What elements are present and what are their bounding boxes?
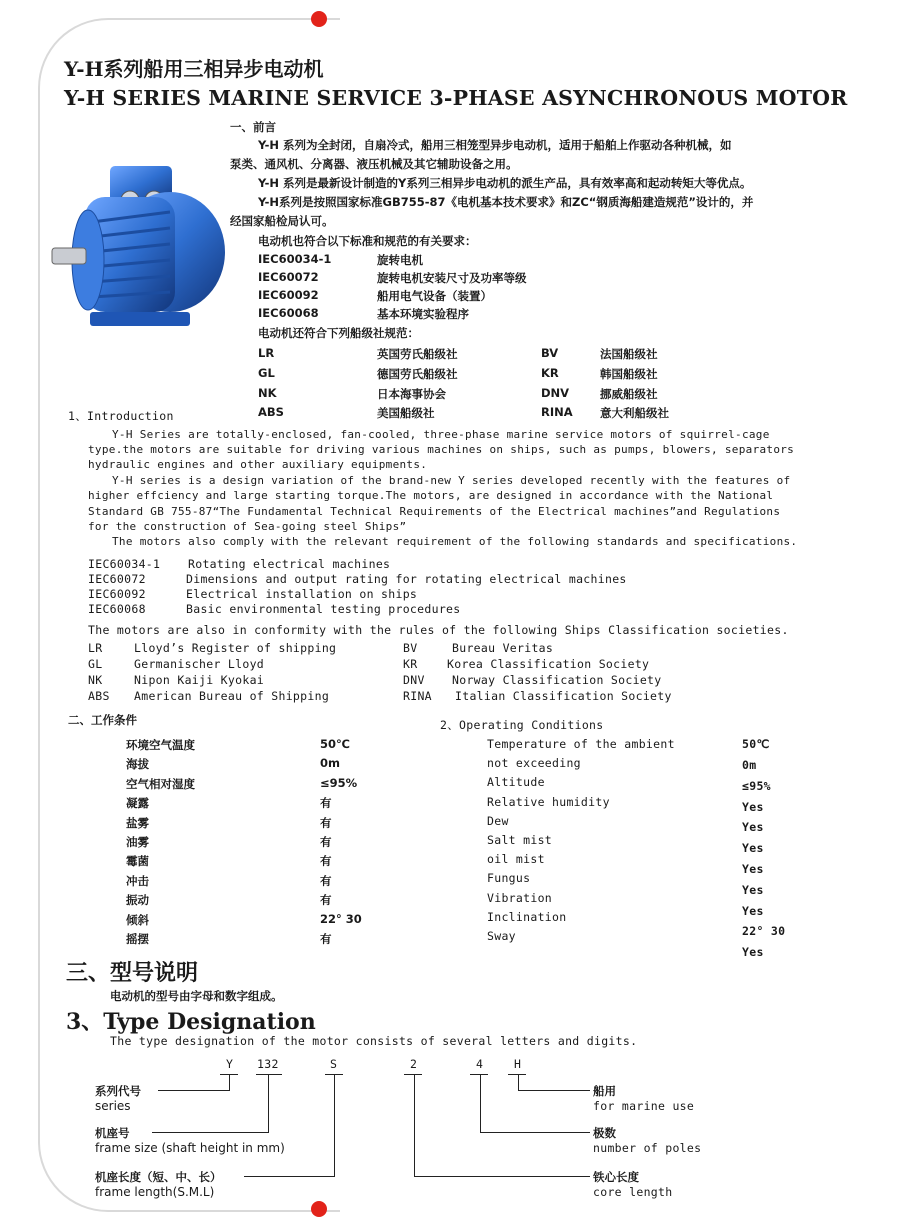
red-dot-top — [311, 11, 327, 27]
preface-cn-line: Y-H 系列为全封闭，自扇冷式，船用三相笼型异步电动机，适用于船舶上作驱动各种机械，如 — [258, 138, 732, 152]
society-code: KR — [541, 366, 559, 380]
condition-cn-label: 空气相对湿度 — [126, 776, 195, 791]
society-en-name: Korea Classification Society — [447, 657, 650, 671]
code-underline — [508, 1074, 526, 1075]
motor-image — [50, 152, 230, 332]
connector-series — [229, 1074, 230, 1090]
society-code: RINA — [541, 405, 573, 419]
society-code: DNV — [541, 386, 570, 400]
society-en-name: Germanischer Lloyd — [134, 657, 265, 671]
standard-en-desc: Rotating electrical machines — [188, 557, 391, 571]
society-name: 德国劳氏船级社 — [377, 367, 458, 381]
connector-core — [414, 1074, 415, 1176]
standard-en-code: IEC60034-1 — [88, 557, 161, 571]
society-code: BV — [541, 346, 559, 360]
intro-en-line: type.the motors are suitable for driving various machines on ships, such as pumps, blowers, separators — [88, 443, 795, 456]
society-name: 日本海事协会 — [377, 387, 446, 401]
designation-cn-heading: 三、型号说明 — [66, 960, 199, 986]
code-core-length: 2 — [410, 1057, 418, 1071]
society-name: 挪威船级社 — [600, 387, 658, 401]
label-poles-cn: 极数 — [593, 1126, 616, 1140]
society-code: NK — [258, 386, 277, 400]
society-en-name: American Bureau of Shipping — [134, 689, 330, 703]
condition-cn-label: 振动 — [126, 893, 149, 908]
society-en-name: Italian Classification Society — [455, 689, 672, 703]
society-en-code: GL — [88, 657, 103, 671]
condition-en-value: 0m — [742, 758, 757, 772]
standards-cn-intro: 电动机也符合以下标准和规范的有关要求： — [258, 234, 477, 248]
standard-desc: 旋转电机安装尺寸及功率等级 — [377, 271, 527, 285]
condition-cn-value: 有 — [320, 815, 332, 830]
society-name: 意大利船级社 — [600, 406, 669, 420]
society-code: GL — [258, 366, 275, 380]
condition-cn-label: 霉菌 — [126, 854, 149, 869]
intro-en-line: higher effciency and large starting torque.The motors, are designed in accordance with the National — [88, 489, 774, 502]
condition-cn-label: 凝露 — [126, 796, 149, 811]
code-frame-size: 132 — [257, 1057, 279, 1071]
condition-en-label: Inclination — [487, 909, 567, 924]
title-cn: Y-H系列船用三相异步电动机 — [64, 57, 324, 81]
condition-en-value: Yes — [742, 820, 764, 835]
intro-en-line: hydraulic engines and other auxiliary equipments. — [88, 458, 428, 471]
condition-cn-value: 有 — [320, 796, 332, 811]
society-en-code: ABS — [88, 689, 110, 703]
condition-en-label: oil mist — [487, 852, 545, 867]
title-en: Y-H SERIES MARINE SERVICE 3-PHASE ASYNCHRONOUS MOTOR — [64, 86, 848, 110]
standard-code: IEC60072 — [258, 270, 319, 284]
designation-en-heading: 3、Type Designation — [66, 1009, 316, 1035]
condition-cn-value: 50℃ — [320, 737, 350, 751]
standard-desc: 旋转电机 — [377, 253, 423, 267]
standard-code: IEC60034-1 — [258, 252, 332, 266]
intro-en-line: Standard GB 755-87“The Fundamental Technical Requirements of the Electrical machines”and Regulations — [88, 505, 781, 518]
connector-frame-length — [244, 1176, 335, 1177]
condition-en-label: Sway — [487, 929, 516, 943]
standard-code: IEC60092 — [258, 288, 319, 302]
connector-poles — [480, 1132, 590, 1133]
society-en-name: Bureau Veritas — [452, 641, 554, 655]
connector-frame-length — [334, 1074, 335, 1176]
condition-cn-value: 有 — [320, 854, 332, 869]
society-name: 韩国船级社 — [600, 367, 658, 381]
society-en-code: RINA — [403, 689, 432, 703]
preface-cn-line: 经国家船检局认可。 — [230, 214, 334, 228]
condition-cn-value: ≤95% — [320, 775, 358, 790]
standard-en-code: IEC60092 — [88, 587, 146, 601]
condition-en-value: Yes — [742, 799, 764, 814]
preface-cn-line: Y-H 系列是最新设计制造的Y系列三相异步电动机的派生产品，具有效率高和起动转矩大等优点。 — [258, 176, 752, 190]
condition-cn-value: 有 — [320, 893, 332, 908]
condition-en-label: not exceeding — [487, 756, 581, 771]
condition-en-label: Fungus — [487, 871, 531, 886]
standard-en-code: IEC60072 — [88, 572, 146, 586]
preface-cn-line: 泵类、通风机、分离器、液压机械及其它辅助设备之用。 — [230, 157, 518, 171]
society-en-name: Nipon Kaiji Kyokai — [134, 673, 265, 687]
condition-cn-value: 有 — [320, 932, 332, 946]
condition-en-label: Dew — [487, 813, 509, 828]
condition-en-value: Yes — [742, 903, 764, 918]
connector-frame-size — [152, 1132, 269, 1133]
label-poles-en: number of poles — [593, 1141, 702, 1155]
society-name: 英国劳氏船级社 — [377, 347, 458, 361]
label-frame-length-cn: 机座长度（短、中、长） — [95, 1170, 222, 1184]
condition-cn-value: 22° 30 — [320, 911, 362, 926]
condition-cn-label: 盐雾 — [126, 815, 149, 830]
condition-en-label: Salt mist — [487, 833, 553, 847]
condition-cn-value: 有 — [320, 873, 332, 888]
designation-en-sub: The type designation of the motor consists of several letters and digits. — [110, 1034, 638, 1048]
connector-marine — [518, 1090, 590, 1091]
code-underline — [404, 1074, 422, 1075]
society-en-code: NK — [88, 673, 103, 687]
condition-en-value: Yes — [742, 945, 764, 960]
code-poles: 4 — [476, 1057, 484, 1071]
preface-cn-heading: 一、前言 — [230, 120, 276, 134]
condition-en-value: Yes — [742, 841, 764, 856]
condition-en-label: Altitude — [487, 775, 545, 790]
condition-cn-label: 倾斜 — [126, 912, 149, 927]
label-frame-size-en: frame size (shaft height in mm) — [95, 1141, 285, 1155]
connector-frame-size — [268, 1074, 269, 1132]
conditions-cn-heading: 二、工作条件 — [68, 713, 137, 727]
society-en-code: DNV — [403, 673, 425, 687]
society-code: ABS — [258, 405, 284, 419]
connector-core — [414, 1176, 590, 1177]
label-core-en: core length — [593, 1185, 673, 1199]
intro-en-heading: 1、Introduction — [68, 409, 174, 423]
intro-en-line: for the construction of Sea-going steel Ships” — [88, 520, 407, 533]
condition-cn-label: 海拔 — [126, 757, 149, 772]
condition-en-value: 50℃ — [742, 737, 770, 751]
connector-marine — [518, 1074, 519, 1091]
standard-desc: 基本环境实验程序 — [377, 307, 469, 321]
societies-cn-intro: 电动机还符合下列船级社规范： — [258, 326, 419, 340]
standard-en-desc: Basic environmental testing procedures — [186, 602, 461, 616]
condition-en-value: 22° 30 — [742, 924, 786, 939]
condition-cn-value: 有 — [320, 835, 332, 849]
society-code: LR — [258, 346, 275, 360]
standard-en-desc: Dimensions and output rating for rotating electrical machines — [186, 572, 627, 586]
condition-cn-label: 冲击 — [126, 873, 149, 888]
intro-en-line: The motors also comply with the relevant requirement of the following standards and specifications. — [112, 535, 798, 548]
standard-en-code: IEC60068 — [88, 602, 146, 616]
society-en-name: Lloyd’s Register of shipping — [134, 641, 337, 655]
society-name: 法国船级社 — [600, 347, 658, 361]
condition-en-label: Vibration — [487, 890, 553, 905]
condition-cn-label: 环境空气温度 — [126, 738, 195, 752]
label-frame-length-en: frame length(S.M.L) — [95, 1185, 215, 1199]
connector-poles — [480, 1074, 481, 1132]
connector-series — [158, 1090, 230, 1091]
society-en-code: KR — [403, 657, 418, 671]
condition-cn-value: 0m — [320, 756, 340, 771]
standard-en-desc: Electrical installation on ships — [186, 587, 418, 601]
standard-code: IEC60068 — [258, 306, 319, 320]
label-series-cn: 系列代号 — [95, 1084, 141, 1098]
condition-en-label: Relative humidity — [487, 794, 610, 809]
condition-cn-label: 油雾 — [126, 835, 149, 849]
code-underline — [256, 1074, 282, 1075]
condition-en-value: Yes — [742, 882, 764, 897]
society-en-name: Norway Classification Society — [452, 673, 662, 687]
label-series-en: series — [95, 1099, 131, 1113]
society-en-code: LR — [88, 641, 103, 655]
label-marine-cn: 船用 — [593, 1084, 616, 1098]
label-core-cn: 铁心长度 — [593, 1170, 639, 1184]
society-en-code: BV — [403, 641, 418, 655]
code-underline — [470, 1074, 488, 1075]
condition-en-value: ≤95% — [742, 778, 771, 793]
code-series: Y — [226, 1057, 234, 1071]
designation-cn-sub: 电动机的型号由字母和数字组成。 — [110, 989, 283, 1003]
conditions-en-heading: 2、Operating Conditions — [440, 718, 604, 732]
label-frame-size-cn: 机座号 — [95, 1126, 130, 1140]
code-marine: H — [514, 1057, 522, 1071]
condition-en-label: Temperature of the ambient — [487, 737, 675, 751]
intro-en-line: Y-H series is a design variation of the brand-new Y series developed recently with the features of — [112, 474, 791, 487]
standard-desc: 船用电气设备（装置） — [377, 289, 492, 303]
condition-en-value: Yes — [742, 862, 764, 876]
society-name: 美国船级社 — [377, 406, 435, 420]
preface-cn-line: Y-H系列是按照国家标准GB755-87《电机基本技术要求》和ZC“钢质海船建造规范”设计的，并 — [258, 195, 754, 209]
intro-en-line: Y-H Series are totally-enclosed, fan-cooled, three-phase marine service motors of squirrel-cage — [112, 428, 770, 441]
red-dot-bottom — [311, 1201, 327, 1217]
code-frame-length: S — [330, 1057, 338, 1071]
societies-en-intro: The motors are also in conformity with the rules of the following Ships Classification societies. — [88, 623, 789, 637]
label-marine-en: for marine use — [593, 1099, 695, 1113]
condition-cn-label: 摇摆 — [126, 932, 149, 946]
